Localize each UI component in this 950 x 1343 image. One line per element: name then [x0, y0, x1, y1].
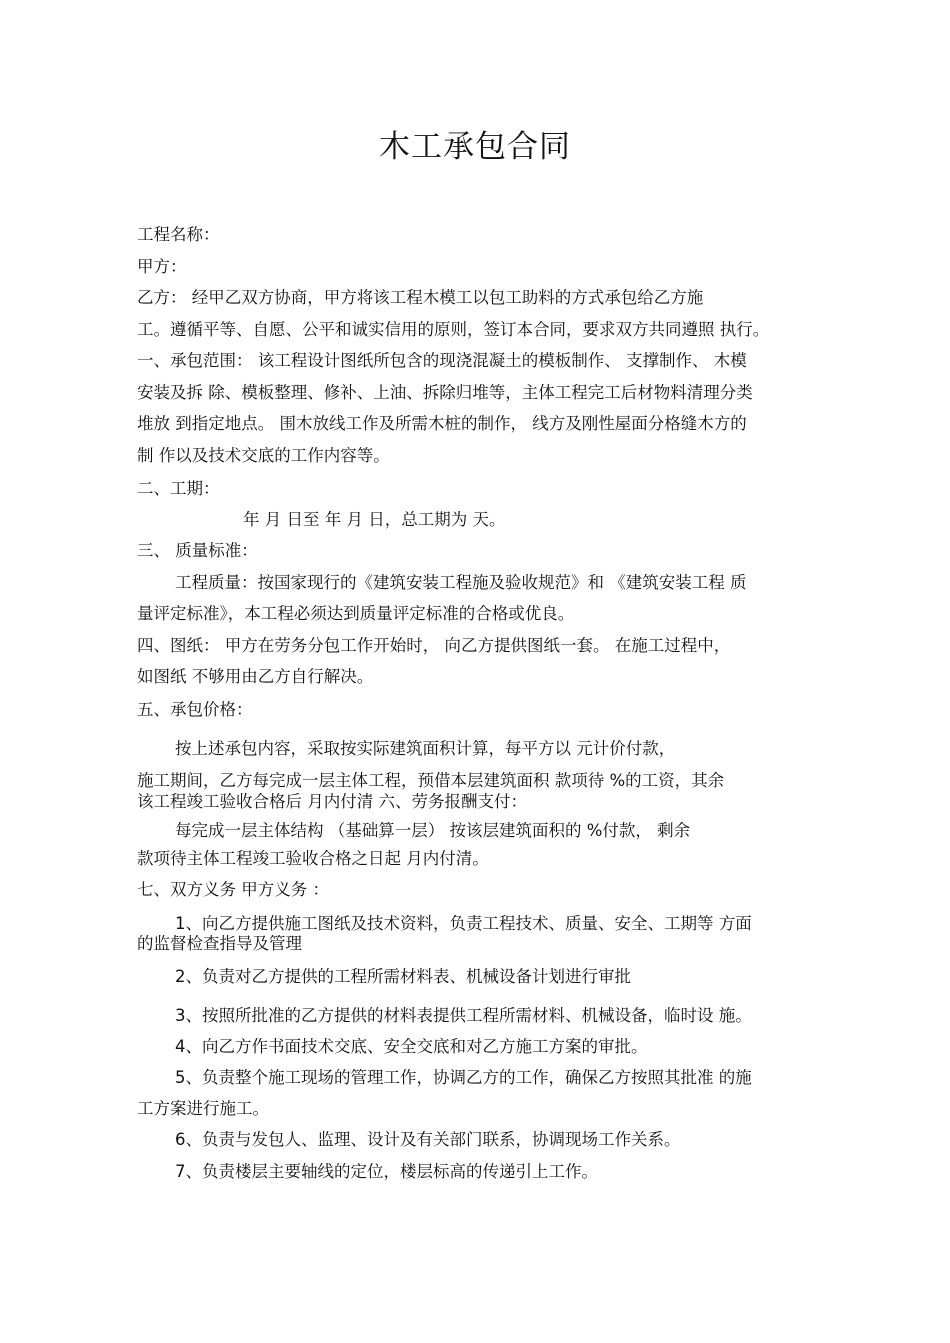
section-period-heading: 二、工期：	[137, 479, 220, 498]
section-scope-heading: 一、承包范围： 该工程设计图纸所包含的现浇混凝土的模板制作、 支撑制作、 木模	[137, 351, 747, 370]
section-quality-heading: 三、 质量标准：	[137, 541, 258, 560]
payment-line: 每完成一层主体结构 （基础算一层） 按该层建筑面积的 %付款， 剩余	[175, 821, 691, 840]
quality-line: 工程质量：按国家现行的《建筑安装工程施及验收规范》和 《建筑安装工程 质	[175, 573, 747, 592]
section-obligations-heading: 七、双方义务 甲方义务 ：	[137, 880, 329, 899]
body-line: 施工期间，乙方每完成一层主体工程，预借本层建筑面积 款项待 %的工资，其余	[137, 771, 725, 790]
obligation-item: 5、负责整个施工现场的管理工作，协调乙方的工作，确保乙方按照其批准 的施	[175, 1068, 752, 1087]
project-name-line: 工程名称：	[137, 225, 220, 244]
body-line: 安装及拆 除、模板整理、修补、上油、拆除归堆等，主体工程完工后材物料清理分类	[137, 383, 753, 402]
price-line: 按上述承包内容，采取按实际建筑面积计算，每平方以 元计价付款，	[175, 739, 676, 758]
obligation-item: 3、按照所批准的乙方提供的材料表提供工程所需材料、机械设备，临时设 施。	[175, 1006, 752, 1025]
obligation-item: 1、向乙方提供施工图纸及技术资料，负责工程技术、质量、安全、工期等 方面	[175, 914, 752, 933]
body-line: 堆放 到指定地点。 围木放线工作及所需木桩的制作， 线方及刚性屋面分格缝木方的	[137, 414, 747, 433]
section-price-heading: 五、承包价格：	[137, 700, 253, 719]
period-line: 年 月 日至 年 月 日，总工期为 天。	[243, 510, 506, 529]
body-line: 工。遵循平等、自愿、公平和诚实信用的原则，签订本合同，要求双方共同遵照 执行。	[137, 320, 770, 339]
obligation-item: 6、负责与发包人、监理、设计及有关部门联系，协调现场工作关系。	[175, 1130, 681, 1149]
section-drawings-heading: 四、图纸： 甲方在劳务分包工作开始时， 向乙方提供图纸一套。 在施工过程中，	[137, 636, 731, 655]
obligation-item: 4、向乙方作书面技术交底、安全交底和对乙方施工方案的审批。	[175, 1037, 648, 1056]
body-line: 的监督检查指导及管理	[137, 934, 302, 953]
party-a-line: 甲方：	[137, 257, 187, 276]
body-line: 量评定标准》，本工程必须达到质量评定标准的合格或优良。	[137, 604, 575, 623]
party-b-line: 乙方： 经甲乙双方协商，甲方将该工程木模工以包工助料的方式承包给乙方施	[137, 288, 704, 307]
obligation-item: 7、负责楼层主要轴线的定位，楼层标高的传递引上工作。	[175, 1162, 598, 1181]
body-line: 款项待主体工程竣工验收合格之日起 月内付清。	[137, 849, 489, 868]
body-line: 如图纸 不够用由乙方自行解决。	[137, 667, 374, 686]
body-line: 工方案进行施工。	[137, 1099, 269, 1118]
obligation-item: 2、负责对乙方提供的工程所需材料表、机械设备计划进行审批	[175, 967, 631, 986]
body-line: 该工程竣工验收合格后 月内付清 六、劳务报酬支付：	[137, 792, 527, 811]
body-line: 制 作以及技术交底的工作内容等。	[137, 446, 390, 465]
document-title: 木工承包合同	[379, 129, 571, 165]
